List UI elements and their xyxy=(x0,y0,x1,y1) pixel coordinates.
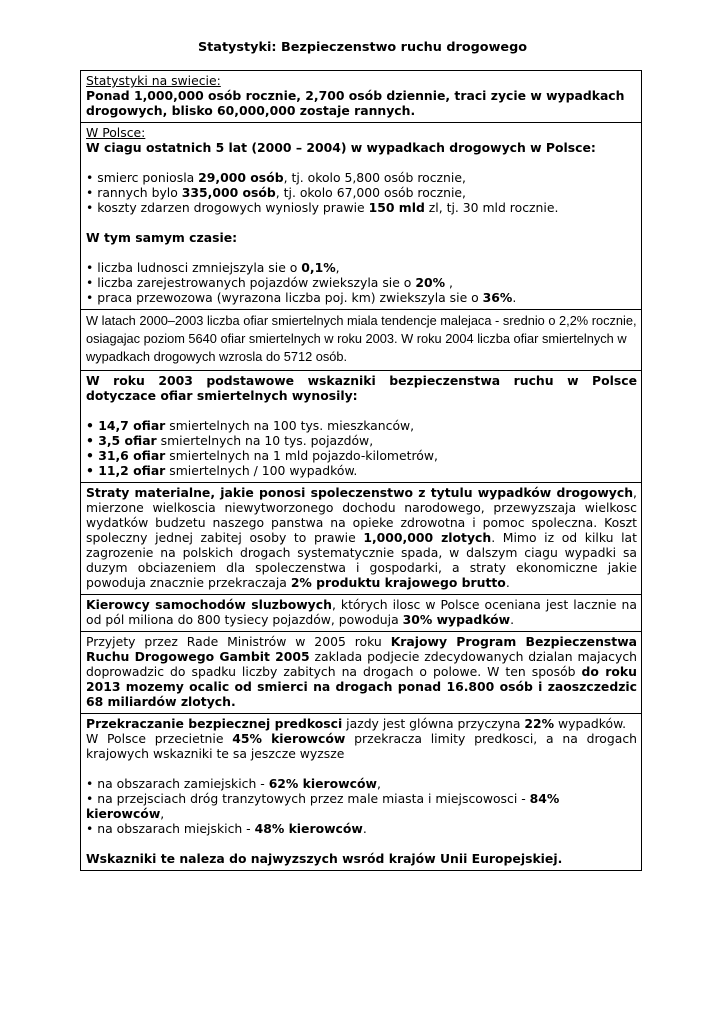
losses-text-1: , mierzone wielkoscia niewytworzonego dochodu narodowego, przewyzszaja wielkosc wydatków budzetu naszego panstwa na opieke zdrowotna i pomoc spoleczna. Koszt spoleczny jednej zabitej osoby to prawie xyxy=(86,485,637,545)
bullet-value: 84% kierowców xyxy=(86,791,560,821)
program-bold-1: Krajowy Program Bezpieczenstwa Ruchu Drogowego Gambit 2005 xyxy=(86,634,637,664)
bullet-text: • smierc poniosla xyxy=(86,170,199,185)
indicator-bullet xyxy=(86,463,637,478)
speeding-bold-3: 45% kierowców xyxy=(232,731,346,746)
bullet-text: , xyxy=(376,776,381,791)
bullet-value: 29,000 osób xyxy=(198,170,284,185)
poland-bullet xyxy=(86,170,637,185)
speeding-text-3: W Polsce przecietnie xyxy=(86,731,233,746)
bullet-text: • rannych bylo xyxy=(86,185,182,200)
world-heading: Statystyki na swiecie: xyxy=(86,73,221,88)
speeding-cell xyxy=(81,714,642,871)
bullet-value: 62% kierowców xyxy=(268,776,377,791)
same-time-bullet xyxy=(86,275,637,290)
speeding-line-2 xyxy=(86,731,637,761)
drivers-paragraph xyxy=(86,597,637,627)
indicator-bullet xyxy=(86,448,637,463)
bullet-value: 20% xyxy=(415,275,445,290)
program-text-2: zaklada podjecie zdecydowanych dzialan majacych doprowadzic do spadku liczby zabitych na drogach o polowe. W ten sposób xyxy=(86,649,637,679)
losses-bold-2: 1,000,000 zlotych xyxy=(363,530,492,545)
poland-subheading: W ciagu ostatnich 5 lat (2000 – 2004) w wypadkach drogowych w Polsce: xyxy=(86,140,596,155)
bullet-text: . xyxy=(512,290,517,305)
program-text-1: Przyjety przez Rade Ministrów w 2005 roku xyxy=(86,634,391,649)
losses-paragraph xyxy=(86,485,637,590)
indicator-bullet xyxy=(86,418,637,433)
bullet-text: • na obszarach miejskich - xyxy=(86,821,255,836)
bullet-value: • 11,2 ofiar xyxy=(86,463,166,478)
speeding-line-1 xyxy=(86,716,637,731)
statistics-table xyxy=(80,70,642,871)
world-stats-cell xyxy=(81,71,642,123)
indicators-row xyxy=(81,371,642,483)
losses-bold-3: 2% produktu krajowego brutto xyxy=(290,575,506,590)
trend-row xyxy=(81,310,642,371)
losses-text-3: . xyxy=(505,575,510,590)
world-line-2 xyxy=(86,103,637,118)
poland-bullet xyxy=(86,200,637,215)
speeding-bullet xyxy=(86,821,637,836)
bullet-text: , tj. okolo 5,800 osób rocznie, xyxy=(283,170,466,185)
bullet-value: 48% kierowców xyxy=(254,821,363,836)
bullet-text: • liczba zarejestrowanych pojazdów zwiekszyla sie o xyxy=(86,275,416,290)
speeding-text-1: jazdy jest glówna przyczyna xyxy=(342,716,525,731)
bullet-value: 0,1% xyxy=(301,260,336,275)
losses-cell xyxy=(81,483,642,595)
bullet-text: smiertelnych na 1 mld pojazdo-kilometrów, xyxy=(165,448,438,463)
losses-row xyxy=(81,483,642,595)
drivers-bold-1: Kierowcy samochodów sluzbowych xyxy=(86,597,332,612)
bullet-text: , xyxy=(160,806,165,821)
bullet-text: zl, tj. 30 mld rocznie. xyxy=(424,200,559,215)
world-line-2-text: drogowych, blisko 60,000,000 zostaje rannych. xyxy=(86,103,416,118)
poland-bullet xyxy=(86,185,637,200)
bullet-text: , xyxy=(445,275,453,290)
speeding-bullet xyxy=(86,776,637,791)
poland-cell xyxy=(81,123,642,310)
speeding-bold-2: 22% xyxy=(524,716,555,731)
bullet-text: smiertelnych / 100 wypadków. xyxy=(165,463,358,478)
drivers-row xyxy=(81,595,642,632)
drivers-text-1: , których ilosc w Polsce oceniana jest lacznie na od pól miliona do 800 tysiecy pojazdów, powoduja xyxy=(86,597,638,627)
bullet-text: , tj. okolo 67,000 osób rocznie, xyxy=(275,185,466,200)
program-bold-2: do roku 2013 mozemy ocalic od smierci na drogach ponad 16.800 osób i zaoszczedzic 68 miliardów zlotych. xyxy=(86,664,637,709)
same-time-bullet xyxy=(86,260,637,275)
bullet-text: • na obszarach zamiejskich - xyxy=(86,776,269,791)
drivers-text-2: . xyxy=(510,612,515,627)
speeding-row xyxy=(81,714,642,871)
bullet-text: • koszty zdarzen drogowych wyniosly prawie xyxy=(86,200,369,215)
speeding-text-4: przekracza limity predkosci, a na drogach krajowych wskazniki te sa jeszcze wyzsze xyxy=(86,731,637,761)
poland-heading: W Polsce: xyxy=(86,125,146,140)
losses-text-2: . Mimo iz od kilku lat zagrozenie na polskich drogach systematycznie spada, w dalszym ciagu wypadki sa duzym obciazeniem dla spoleczenstwa i gospodarki, a straty ekonomiczne jakie powoduja znacznie przekraczaja xyxy=(86,530,637,590)
bullet-text: smiertelnych na 10 tys. pojazdów, xyxy=(156,433,374,448)
indicators-heading: W roku 2003 podstawowe wskazniki bezpieczenstwa ruchu w Polsce dotyczace ofiar smiertelnych wynosily: xyxy=(86,373,637,403)
bullet-text: , xyxy=(335,260,340,275)
trend-text: W latach 2000–2003 liczba ofiar smiertelnych miala tendencje malejaca - srednio o 2,2% rocznie, osiagajac poziom 5640 ofiar smiertelnych w roku 2003. W roku 2004 liczba ofiar smiertelnych w wypadkach drogowych wzrosla do 5712 osób. xyxy=(86,313,637,364)
page-title: Statystyki: Bezpieczenstwo ruchu drogowego xyxy=(197,40,528,55)
program-paragraph xyxy=(86,634,637,709)
world-stats-row xyxy=(81,71,642,123)
bullet-text: . xyxy=(362,821,367,836)
indicator-bullet xyxy=(86,433,637,448)
program-row xyxy=(81,632,642,714)
world-line-1-text: Ponad 1,000,000 osób rocznie, 2,700 osób dziennie, traci zycie w wypadkach xyxy=(86,88,625,103)
bullet-text: • praca przewozowa (wyrazona liczba poj. km) zwiekszyla sie o xyxy=(86,290,483,305)
program-cell xyxy=(81,632,642,714)
drivers-bold-2: 30% wypadków xyxy=(402,612,511,627)
same-time-heading: W tym samym czasie: xyxy=(86,230,238,245)
bullet-value: 150 mld xyxy=(368,200,425,215)
world-line-1 xyxy=(86,88,637,103)
drivers-cell xyxy=(81,595,642,632)
bullet-value: 36% xyxy=(482,290,513,305)
bullet-value: 335,000 osób xyxy=(181,185,276,200)
losses-bold-1: Straty materialne, jakie ponosi spoleczenstwo z tytulu wypadków drogowych xyxy=(86,485,634,500)
bullet-value: • 3,5 ofiar xyxy=(86,433,157,448)
poland-row xyxy=(81,123,642,310)
indicators-cell xyxy=(81,371,642,483)
trend-cell xyxy=(81,310,642,371)
bullet-value: • 14,7 ofiar xyxy=(86,418,166,433)
speeding-bullet xyxy=(86,791,637,821)
speeding-conclusion: Wskazniki te naleza do najwyzszych wsród krajów Unii Europejskiej. xyxy=(86,851,563,866)
speeding-text-2: wypadków. xyxy=(554,716,627,731)
speeding-bold-1: Przekraczanie bezpiecznej predkosci xyxy=(86,716,343,731)
bullet-text: • liczba ludnosci zmniejszyla sie o xyxy=(86,260,302,275)
bullet-text: • na przejsciach dróg tranzytowych przez male miasta i miejscowosci - xyxy=(86,791,530,806)
bullet-text: smiertelnych na 100 tys. mieszkanców, xyxy=(165,418,415,433)
bullet-value: • 31,6 ofiar xyxy=(86,448,166,463)
same-time-bullet xyxy=(86,290,637,305)
